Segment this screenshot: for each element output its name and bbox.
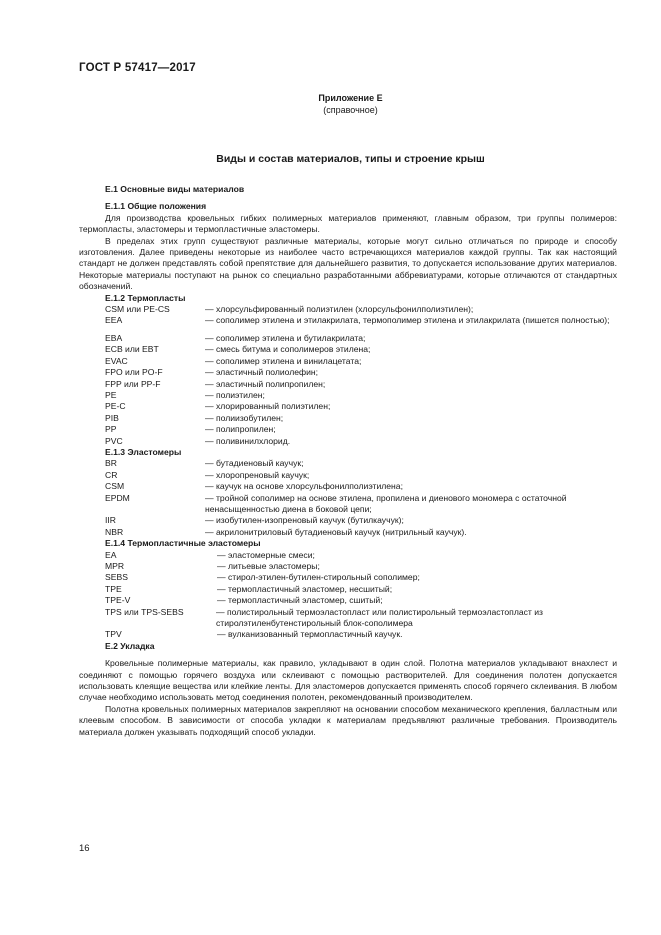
- abbr: SEBS: [105, 572, 128, 583]
- abbr: PE: [105, 389, 117, 400]
- desc: — сополимер этилена и этилакрилата, термополимер этилена и этилакрилата (пишется полностью);: [205, 315, 610, 326]
- abbr: TPS или TPS-SEBS: [105, 606, 184, 617]
- section-e11-heading: Е.1.1 Общие положения: [105, 201, 207, 212]
- list-item: [79, 401, 617, 412]
- list-item: [79, 379, 617, 390]
- main-title: Виды и состав материалов, типы и строение крыш: [216, 153, 485, 165]
- list-item: [79, 584, 617, 595]
- abbr: NBR: [105, 526, 124, 537]
- desc: — сополимер этилена и винилацетата;: [205, 355, 362, 366]
- abbr: PVC: [105, 435, 123, 446]
- list-item: [79, 424, 617, 435]
- abbr: MPR: [105, 561, 125, 571]
- list-item: [79, 561, 617, 572]
- abbr: PP: [105, 424, 117, 435]
- abbr: ECB или EBT: [105, 344, 159, 355]
- desc: — изобутилен-изопреновый каучук (бутилкаучук);: [205, 515, 404, 526]
- section-e11-paragraph-1: Для производства кровельных гибких полимерных материалов применяют, главным образом, три группы полимеров: термопласты, эластомеры и термопластичные эластомеры.: [79, 212, 617, 235]
- abbr: CSM: [105, 481, 125, 492]
- desc: — термопластичный эластомер, несшитый;: [217, 583, 393, 594]
- section-e1-heading: Е.1 Основные виды материалов: [105, 184, 245, 194]
- abbr: PIB: [105, 412, 119, 423]
- abbr: CSM или PE-CS: [105, 304, 170, 315]
- desc: — тройной сополимер на основе этилена, пропилена и диенового мономера с остаточной ненасыщенностью диена в боковой цепи;: [205, 492, 567, 514]
- desc: — полиэтилен;: [205, 389, 265, 400]
- abbr: BR: [105, 458, 117, 469]
- list-item: [79, 458, 617, 469]
- abbr: TPE: [105, 583, 122, 594]
- desc: — эластичный полипропилен;: [205, 378, 326, 389]
- section-e2-heading: Е.2 Укладка: [105, 640, 155, 651]
- list-item: [79, 481, 617, 492]
- list-item: [79, 390, 617, 401]
- list-item: [79, 413, 617, 424]
- desc: — смесь битума и сополимеров этилена;: [205, 344, 371, 355]
- abbr: FPO или PO-F: [105, 367, 163, 378]
- document-body: [79, 184, 617, 738]
- desc: — эластичный полиолефин;: [205, 367, 319, 378]
- list-item: [79, 527, 617, 538]
- desc: — термопластичный эластомер, сшитый;: [217, 595, 383, 606]
- abbr: TPE-V: [105, 595, 131, 606]
- desc: — полистирольный термоэластопласт или полистирольный термоэластопласт из стиролэтиленбутенстирольный блок-сополимера: [216, 606, 543, 629]
- appendix-title: Приложение Е: [318, 93, 383, 103]
- thermoplastics-list: [79, 304, 617, 447]
- list-item: [79, 550, 617, 561]
- abbr: PE-C: [105, 401, 126, 412]
- desc: — бутадиеновый каучук;: [205, 458, 304, 469]
- section-e2-paragraph-1: Кровельные полимерные материалы, как правило, укладывают в один слой. Полотна материалов укладывают внахлест и соединяют с помощью горячего воздуха или склеивают с помощью растворителей. Для соединения полотен допускается использовать клеящие вещества или клейкие ленты. Для эластомеров допускается применять способ горячего склеивания. В любом случае необходимо использовать метод соединения полотен, рекомендованный производителем.: [79, 658, 617, 703]
- abbr: CR: [105, 469, 118, 480]
- appendix-label: [0, 92, 661, 116]
- abbr: EVAC: [105, 355, 128, 366]
- abbr: EBA: [105, 332, 123, 343]
- desc: — хлоропреновый каучук;: [205, 469, 310, 480]
- list-item: [79, 344, 617, 355]
- section-e14-heading: Е.1.4 Термопластичные эластомеры: [105, 538, 261, 549]
- desc: — хлорированный полиэтилен;: [205, 401, 331, 412]
- list-item: [79, 607, 617, 630]
- thermoplastic-elastomers-list: [79, 550, 617, 641]
- list-item: [79, 436, 617, 447]
- list-item: [79, 595, 617, 606]
- desc: — полиизобутилен;: [205, 412, 284, 423]
- abbr: EPDM: [105, 492, 130, 503]
- list-item: [79, 515, 617, 526]
- desc: — поливинилхлорид.: [205, 435, 291, 446]
- list-item: [79, 356, 617, 367]
- abbr: TPV: [105, 629, 122, 640]
- list-item: [79, 315, 617, 326]
- desc: — стирол-этилен-бутилен-стирольный сополимер;: [217, 572, 420, 583]
- section-e13-heading: Е.1.3 Эластомеры: [105, 446, 182, 457]
- desc: — акрилонитриловый бутадиеновый каучук (нитрильный каучук).: [205, 526, 467, 537]
- abbr: FPP или PP-F: [105, 378, 161, 389]
- list-item: [79, 304, 617, 315]
- section-e12-heading: Е.1.2 Термопласты: [105, 292, 186, 303]
- desc: — литьевые эластомеры;: [217, 561, 320, 571]
- list-item: [79, 572, 617, 583]
- list-item: [79, 629, 617, 640]
- list-item: [79, 470, 617, 481]
- desc: — эластомерные смеси;: [217, 549, 315, 560]
- desc: — хлорсульфированный полиэтилен (хлорсульфонилполиэтилен);: [205, 304, 474, 315]
- desc: — каучук на основе хлорсульфонилполиэтилена;: [205, 481, 403, 492]
- abbr: EEA: [105, 315, 123, 326]
- elastomers-list: [79, 458, 617, 538]
- list-item: [79, 333, 617, 344]
- appendix-note: (справочное): [323, 105, 378, 115]
- abbr: IIR: [105, 515, 116, 526]
- desc: — полипропилен;: [205, 424, 276, 435]
- abbr: EA: [105, 549, 117, 560]
- section-e11-paragraph-2: В пределах этих групп существуют различные материалы, которые могут сильно отличаться по природе и способу изготовления. Далее приведены некоторые из наиболее часто встречающихся материалов каждой группы. Так как настоящий стандарт не должен представлять собой препятствие для дальнейшего развития, то допускается использование других материалов. Некоторые материалы поступают на рынок со специально разработанными аббревиатурами, которые отличаются от стандартных обозначений.: [79, 235, 617, 292]
- desc: — вулканизованный термопластичный каучук.: [217, 629, 403, 640]
- section-e2-paragraph-2: Полотна кровельных полимерных материалов закрепляют на основании способом механического крепления, балластным или клеевым способом. В зависимости от способа укладки к материалам предъявляют различные требования. Производитель материала должен указывать подходящий способ укладки.: [79, 703, 617, 737]
- list-item: [79, 367, 617, 378]
- list-item: [79, 493, 617, 516]
- desc: — сополимер этилена и бутилакрилата;: [205, 332, 366, 343]
- page-number: 16: [79, 843, 90, 854]
- standard-code: ГОСТ Р 57417—2017: [79, 62, 196, 74]
